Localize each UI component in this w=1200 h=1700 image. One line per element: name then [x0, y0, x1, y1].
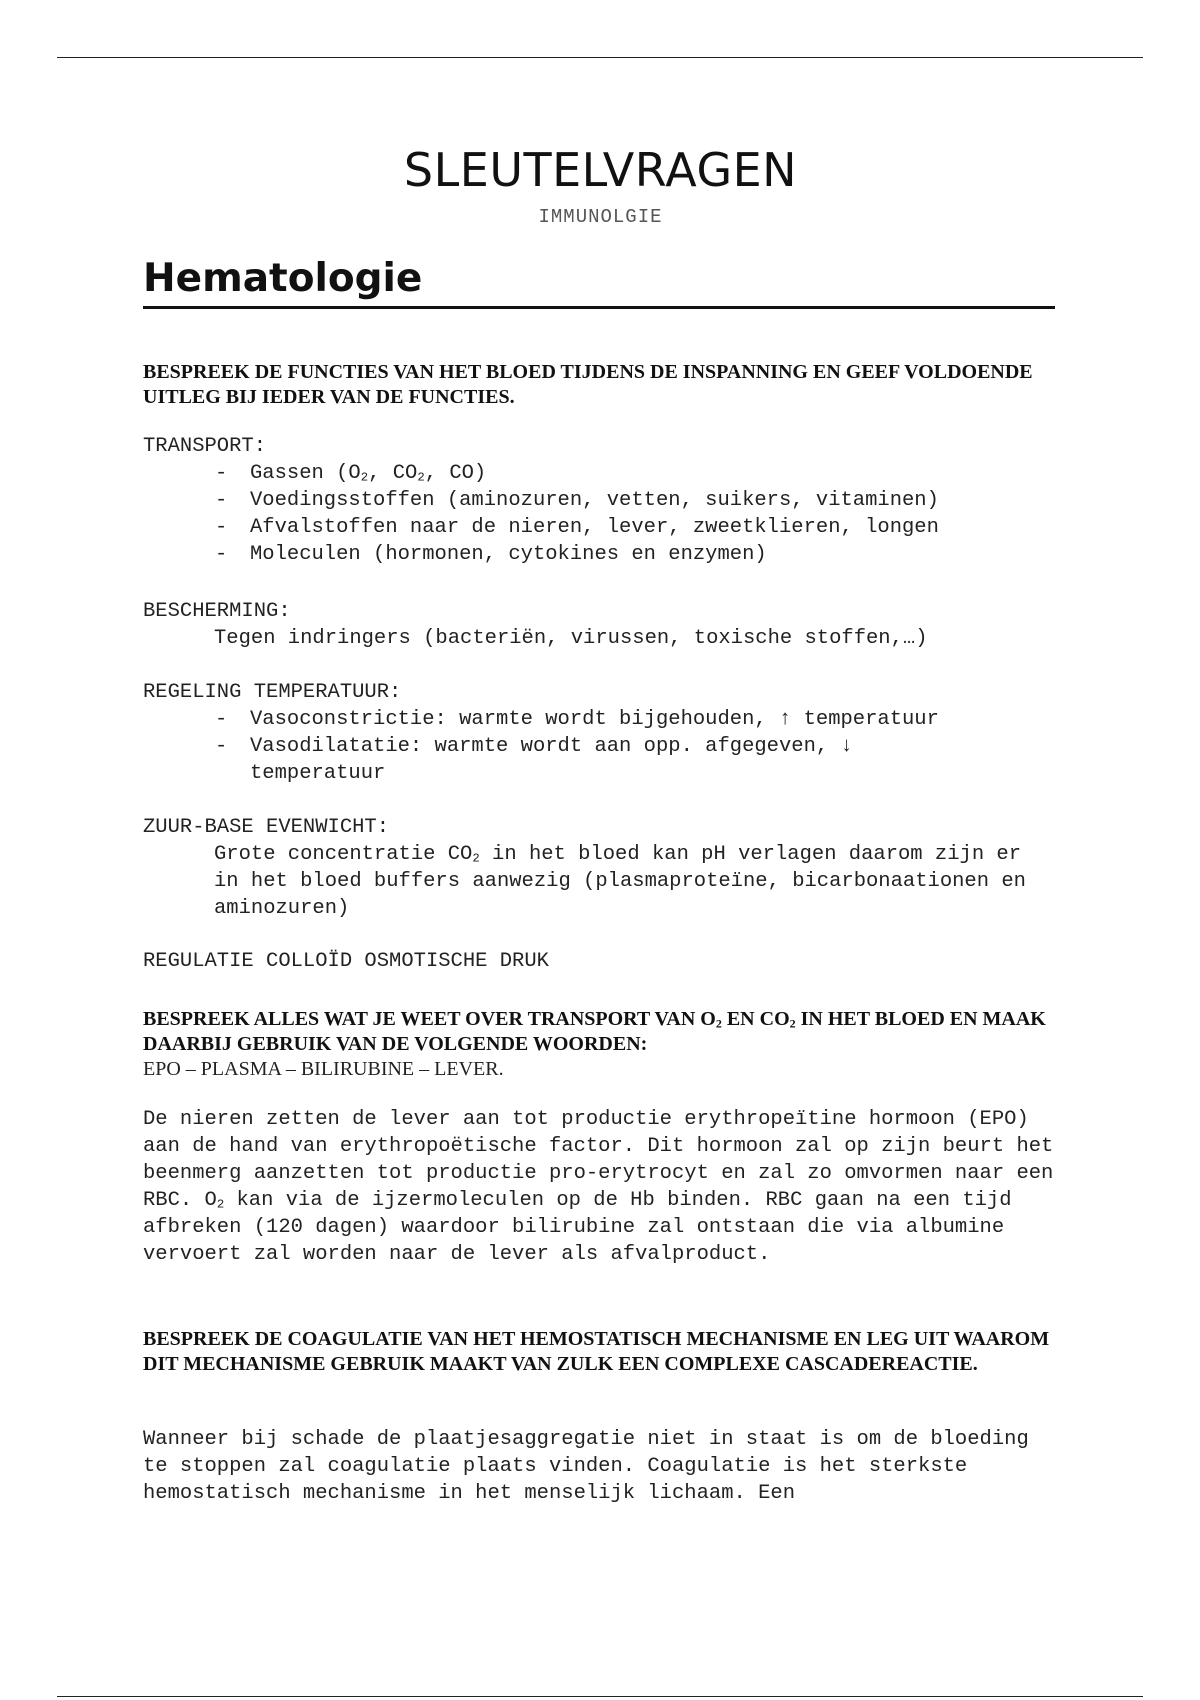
- question-3: BESPREEK DE COAGULATIE VAN HET HEMOSTATISCH MECHANISME EN LEG UIT WAAROM DIT MECHANISME GEBRUIK MAAKT VAN ZULK EEN COMPLEXE CASCADEREACTIE.: [143, 1328, 1050, 1375]
- transport-list: [143, 460, 1058, 568]
- transport-block: [143, 433, 1058, 568]
- list-item: - Afvalstoffen naar de nieren, lever, zweetklieren, longen: [215, 514, 1058, 541]
- list-item: - Moleculen (hormonen, cytokines en enzymen): [215, 541, 1058, 568]
- temperatuur-label: REGELING TEMPERATUUR:: [143, 681, 402, 704]
- list-item: - Gassen ($O_2$, $CO_2$, CO): [215, 460, 1058, 487]
- list-item: - Voedingsstoffen (aminozuren, vetten, suikers, vitaminen): [215, 487, 1058, 514]
- transport-label: TRANSPORT:: [143, 435, 267, 458]
- question-2-words: EPO – PLASMA – BILIRUBINE – LEVER.: [143, 1058, 504, 1080]
- zuurbase-block: [143, 814, 1058, 922]
- list-item: - Vasodilatatie: warmte wordt aan opp. afgegeven, ↓ temperatuur: [215, 733, 1058, 787]
- temperatuur-list: [143, 706, 1058, 787]
- bescherming-text: Tegen indringers (bacteriën, virussen, toxische stoffen,…): [214, 627, 928, 650]
- question-1: BESPREEK DE FUNCTIES VAN HET BLOED TIJDENS DE INSPANNING EN GEEF VOLDOENDE UITLEG BIJ IEDER VAN DE FUNCTIES.: [143, 361, 1033, 408]
- document-subtitle: IMMUNOLGIE: [538, 206, 663, 228]
- bescherming-block: [143, 598, 1058, 652]
- footer-rule: [57, 1696, 1143, 1697]
- bescherming-label: BESCHERMING:: [143, 600, 291, 623]
- answer-3: Wanneer bij schade de plaatjesaggregatie niet in staat is om de bloeding te stoppen zal coagulatie plaats vinden. Coagulatie is het sterkste hemostatisch mechanisme in het menselijk lichaam. Een: [143, 1428, 1029, 1505]
- list-item: - Vasoconstrictie: warmte wordt bijgehouden, ↑ temperatuur: [215, 706, 1058, 733]
- header-rule: [57, 57, 1143, 58]
- zuurbase-label: ZUUR-BASE EVENWICHT:: [143, 816, 390, 839]
- section-heading: Hematologie: [143, 254, 1055, 309]
- document-title: SLEUTELVRAGEN: [403, 143, 798, 197]
- question-2: BESPREEK ALLES WAT JE WEET OVER TRANSPORT VAN $O_2$ EN $CO_2$ IN HET BLOED EN MAAK DAARBIJ GEBRUIK VAN DE VOLGENDE WOORDEN:: [143, 1008, 1046, 1055]
- colloid-label: REGULATIE COLLOÏD OSMOTISCHE DRUK: [143, 950, 549, 973]
- temperatuur-block: [143, 679, 1058, 787]
- zuurbase-text: Grote concentratie $CO_2$ in het bloed kan pH verlagen daarom zijn er in het bloed buffers aanwezig (plasmaproteïne, bicarbonaationen en aminozuren): [214, 843, 1026, 920]
- answer-2: De nieren zetten de lever aan tot productie erythropeïtine hormoon (EPO) aan de hand van erythropoëtische factor. Dit hormoon zal op zijn beurt het beenmerg aanzetten tot productie pro-erytrocyt en zal zo omvormen naar een RBC. $O_2$ kan via de ijzermoleculen op de Hb binden. RBC gaan na een tijd afbreken (120 dagen) waardoor bilirubine zal ontstaan die via albumine vervoert zal worden naar de lever als afvalproduct.: [143, 1108, 1054, 1266]
